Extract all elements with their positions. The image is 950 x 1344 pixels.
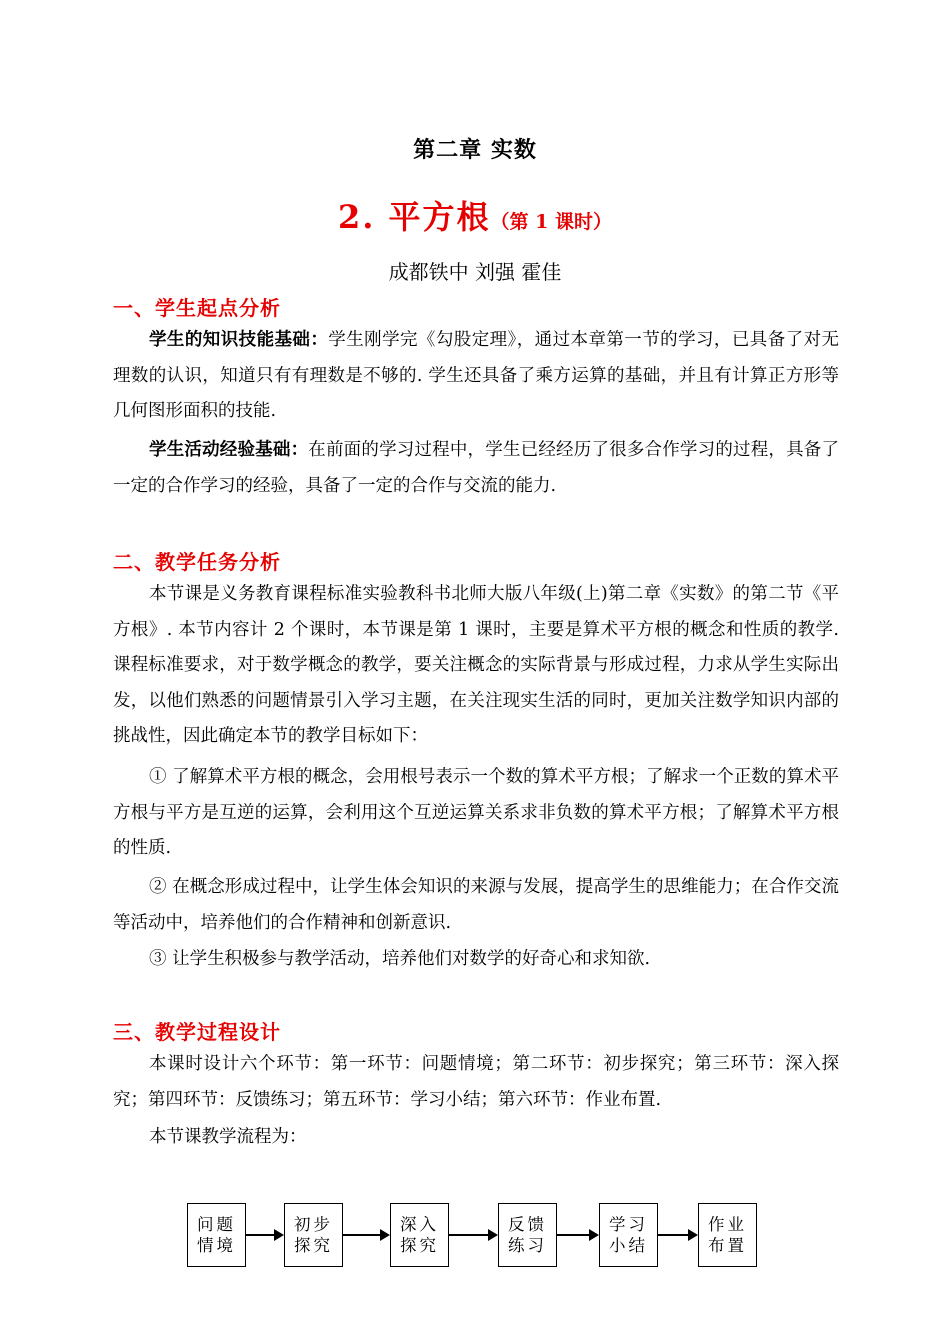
flow-step-line: 练习 [508,1236,547,1255]
section-heading-3: 三、教学过程设计 [113,1020,281,1044]
goal-item-1: ① 了解算术平方根的概念，会用根号表示一个数的算术平方根；了解求一个正数的算术平方根与平方是互逆的运算，会利用这个互逆运算关系求非负数的算术平方根；了解算术平方根的性质. [113,767,839,858]
flow-step-3 [390,1203,449,1267]
paragraph-task-analysis: 本节课是义务教育课程标准实验教科书北师大版八年级(上)第二章《实数》的第二节《平方根》. 本节内容计 2 个课时，本节课是第 1 课时，主要是算术平方根的概念和性质的教学. 课程标准要求，对于数学概念的教学，要关注概念的实际背景与形成过程，力求从学生实际出发，以他们熟悉的问题情景引入学习主题，在关注现实生活的同时，更加关注数学知识内部的挑战性，因此确定本节的教学目标如下： [113,584,839,746]
flow-step-line: 深入 [400,1215,439,1234]
paragraph-process-design: 本课时设计六个环节：第一环节：问题情境；第二环节：初步探究；第三环节：深入探究；第四环节：反馈练习；第五环节：学习小结；第六环节：作业布置. [113,1054,839,1110]
paragraph-label: 学生的知识技能基础： [149,330,329,350]
chapter-title: 第二章 实数 [413,137,537,163]
goal-item-3: ③ 让学生积极参与教学活动，培养他们对数学的好奇心和求知欲. [149,949,651,969]
flow-step-6 [698,1203,757,1267]
flow-step-line: 反馈 [508,1215,547,1234]
author-line: 成都铁中 刘强 霍佳 [388,260,562,284]
paragraph-text: 在前面的学习过程中，学生已经经历了很多合作学习的过程，具备了一定的合作学习的经验，具备了一定的合作与交流的能力. [113,440,840,496]
paragraph-text: 学生刚学完《勾股定理》，通过本章第一节的学习，已具备了对无理数的认识，知道只有有理数是不够的. 学生还具备了乘方运算的基础，并且有计算正方形等几何图形面积的技能. [113,330,840,421]
flow-step-4 [498,1203,557,1267]
flow-arrow [658,1234,696,1236]
lesson-title [0,192,950,238]
flow-step-line: 问题 [197,1215,236,1234]
flow-step-line: 作业 [708,1215,747,1234]
paragraph-knowledge-basis [113,323,839,430]
lesson-title-main: 2. 平方根 [337,198,491,236]
flow-step-line: 小结 [609,1236,648,1255]
flow-step-line: 探究 [294,1236,333,1255]
flow-step-2 [284,1203,343,1267]
section-heading-1: 一、学生起点分析 [113,296,281,320]
flow-step-1 [187,1203,246,1267]
flow-arrow [246,1234,282,1236]
flow-step-line: 学习 [609,1215,648,1234]
paragraph-flow-intro: 本节课教学流程为： [149,1127,307,1147]
section-heading-2: 二、教学任务分析 [113,550,281,574]
flow-step-line: 布置 [708,1236,747,1255]
flow-step-line: 探究 [400,1236,439,1255]
flow-arrow [449,1234,496,1236]
flow-arrow [557,1234,597,1236]
flow-step-5 [599,1203,658,1267]
flow-arrow [343,1234,388,1236]
paragraph-activity-basis [113,433,839,504]
lesson-title-sub: （第 1 课时） [490,211,612,233]
goal-item-2: ② 在概念形成过程中，让学生体会知识的来源与发展，提高学生的思维能力；在合作交流等活动中，培养他们的合作精神和创新意识. [113,877,839,933]
paragraph-label: 学生活动经验基础： [149,440,309,460]
flow-step-line: 初步 [294,1215,333,1234]
flow-step-line: 情境 [197,1236,236,1255]
